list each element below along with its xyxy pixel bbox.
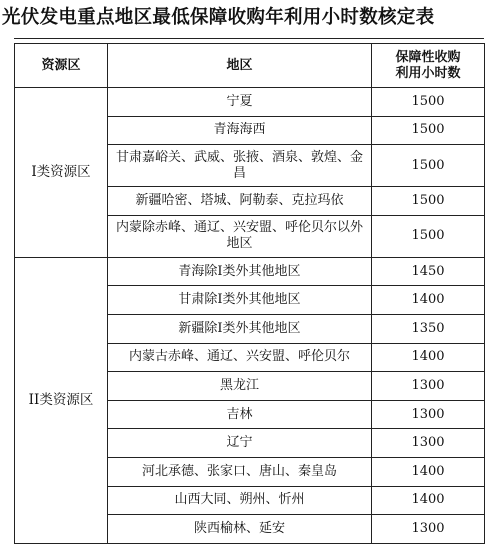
region-cell: 甘肃除I类外其他地区 [108, 286, 372, 315]
region-cell: 河北承德、张家口、唐山、秦皇岛 [108, 457, 372, 486]
region-cell: 青海海西 [108, 116, 372, 145]
hours-cell: 1400 [372, 286, 485, 315]
table-header-row [15, 44, 485, 88]
hours-cell: 1300 [372, 372, 485, 401]
hours-cell: 1300 [372, 515, 485, 544]
hours-cell: 1300 [372, 429, 485, 458]
table-top-rule [14, 38, 484, 39]
hours-cell: 1500 [372, 88, 485, 117]
hours-cell: 1400 [372, 457, 485, 486]
region-cell: 山西大同、朔州、忻州 [108, 486, 372, 515]
region-cell: 青海除I类外其他地区 [108, 257, 372, 286]
region-cell: 甘肃嘉峪关、武威、张掖、酒泉、敦煌、金昌 [108, 145, 372, 187]
region-cell: 辽宁 [108, 429, 372, 458]
region-cell: 陕西榆林、延安 [108, 515, 372, 544]
table-row [15, 88, 485, 117]
hours-table [14, 43, 485, 544]
header-hours-line1: 保障性收购 [395, 49, 461, 65]
header-hours-line2: 利用小时数 [395, 65, 461, 81]
header-hours [372, 44, 485, 88]
hours-cell: 1450 [372, 257, 485, 286]
hours-cell: 1400 [372, 343, 485, 372]
hours-cell: 1400 [372, 486, 485, 515]
region-cell: 内蒙古赤峰、通辽、兴安盟、呼伦贝尔 [108, 343, 372, 372]
zone-cell-1: I类资源区 [15, 88, 108, 258]
region-cell: 新疆哈密、塔城、阿勒泰、克拉玛依 [108, 187, 372, 216]
hours-cell: 1500 [372, 116, 485, 145]
header-zone: 资源区 [15, 44, 108, 88]
table-row [15, 257, 485, 286]
zone-cell-2: II类资源区 [15, 257, 108, 543]
hours-cell: 1500 [372, 215, 485, 257]
hours-cell: 1500 [372, 145, 485, 187]
region-cell: 吉林 [108, 400, 372, 429]
hours-cell: 1500 [372, 187, 485, 216]
region-cell: 新疆除I类外其他地区 [108, 314, 372, 343]
header-region: 地区 [108, 44, 372, 88]
hours-cell: 1350 [372, 314, 485, 343]
page-title: 光伏发电重点地区最低保障收购年利用小时数核定表 [2, 7, 435, 28]
region-cell: 宁夏 [108, 88, 372, 117]
region-cell: 内蒙除赤峰、通辽、兴安盟、呼伦贝尔以外地区 [108, 215, 372, 257]
hours-cell: 1300 [372, 400, 485, 429]
region-cell: 黑龙江 [108, 372, 372, 401]
